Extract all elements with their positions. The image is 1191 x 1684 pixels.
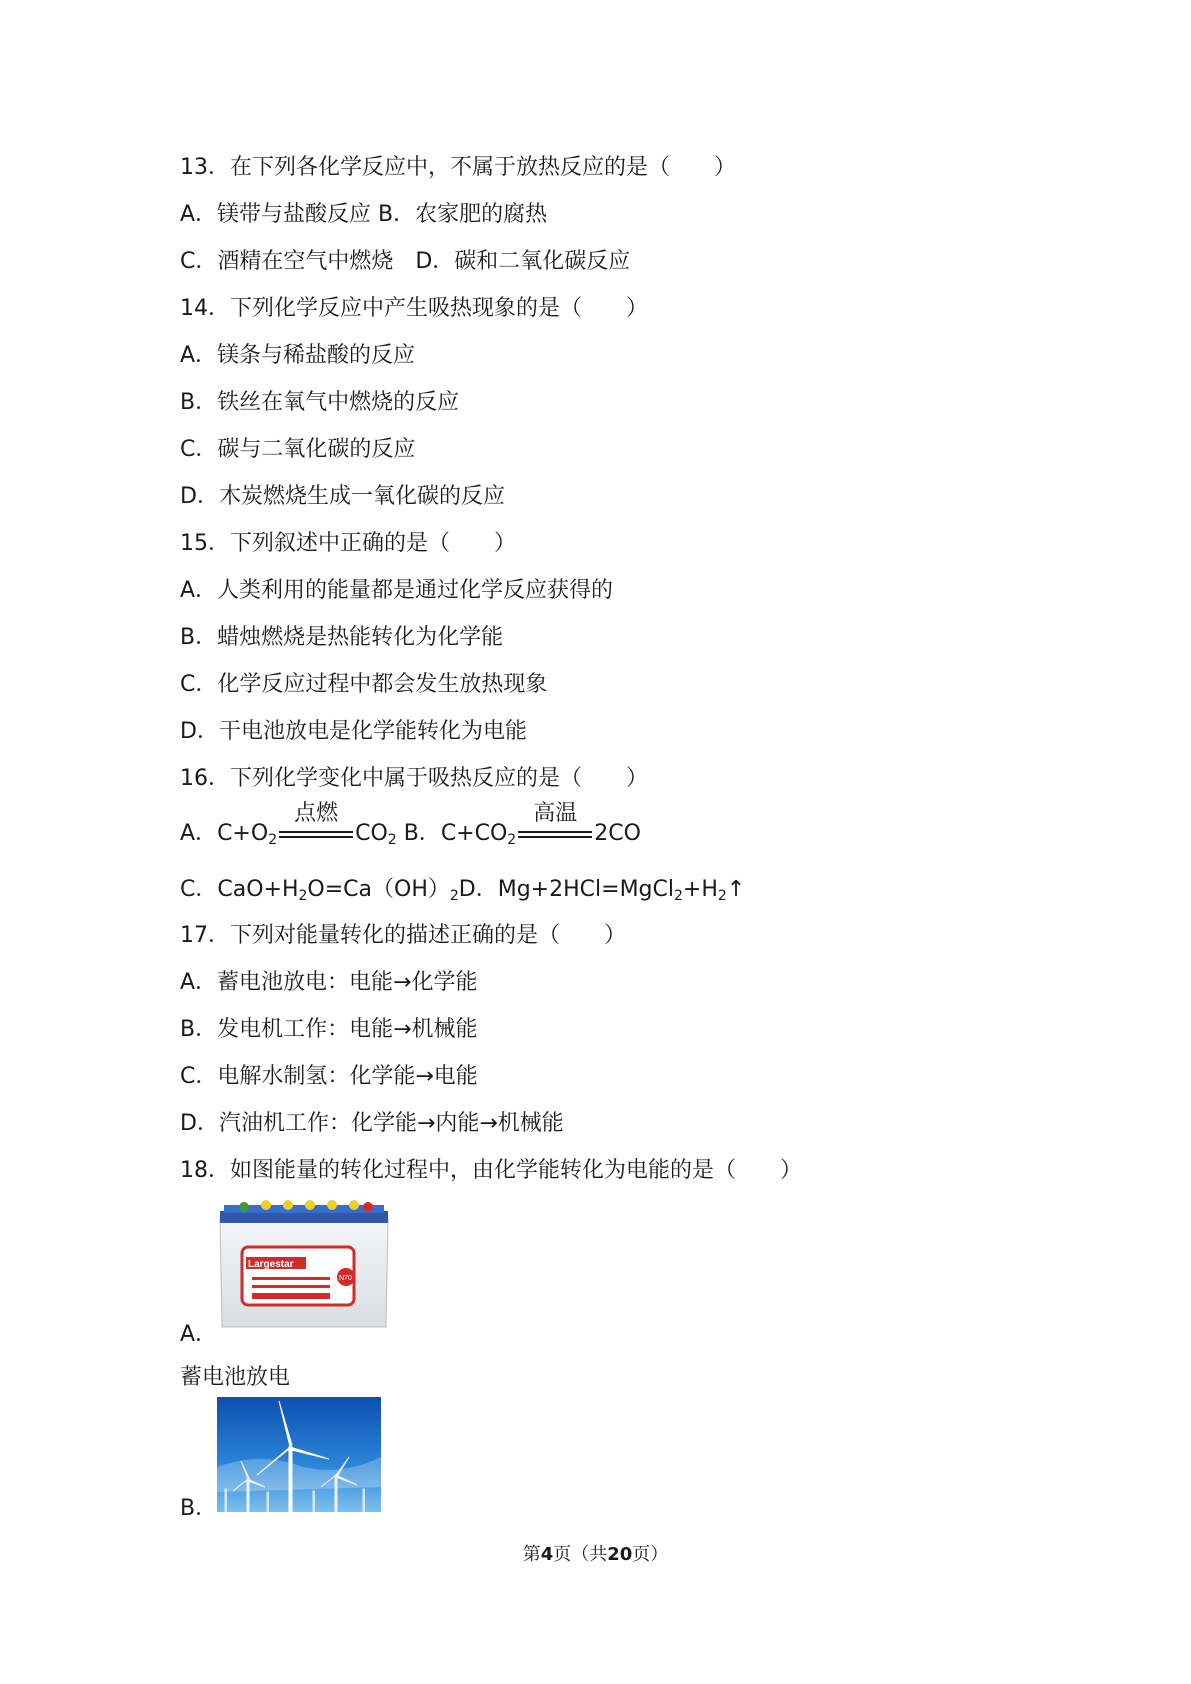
- q17-option-c: C．电解水制氢：化学能→电能: [180, 1064, 478, 1089]
- q16-c-sub1: 2: [298, 888, 308, 904]
- q13-options-cd: C．酒精在空气中燃烧 D．碳和二氧化碳反应: [180, 249, 631, 274]
- battery-image: [218, 1197, 390, 1329]
- q14-option-a: A．镁条与稀盐酸的反应: [180, 343, 416, 368]
- footer-suffix: 页）: [632, 1544, 669, 1565]
- wind-turbine-icon: [217, 1397, 381, 1512]
- q14-option-b: B．铁丝在氧气中燃烧的反应: [180, 390, 460, 415]
- q16-d-sub1: 2: [674, 888, 683, 904]
- q16-b-equation-sign: [516, 801, 594, 848]
- q16-d-sub2: 2: [717, 888, 727, 904]
- q14-option-d: D．木炭燃烧生成一氧化碳的反应: [180, 484, 505, 509]
- battery-badge: N70: [339, 1275, 352, 1282]
- q17-stem: 17．下列对能量转化的描述正确的是（ ）: [180, 923, 626, 948]
- q13-stem: 13．在下列各化学反应中，不属于放热反应的是（ ）: [180, 155, 736, 180]
- q16-a-condition: 点燃: [294, 801, 339, 826]
- q16-stem: 16．下列化学变化中属于吸热反应的是（ ）: [180, 766, 648, 791]
- q16-a-label: A．: [180, 821, 218, 846]
- footer-page-number: 4: [540, 1544, 554, 1565]
- q16-options-ab: [180, 801, 641, 854]
- q15-option-c: C．化学反应过程中都会发生放热现象: [180, 672, 548, 697]
- q15-option-a: A．人类利用的能量都是通过化学反应获得的: [180, 578, 614, 603]
- q16-b-product: 2CO: [594, 821, 641, 846]
- q16-a-product: CO: [355, 821, 388, 846]
- q16-options-cd: [180, 876, 745, 910]
- footer-middle: 页（共: [553, 1544, 608, 1565]
- q16-a-product-sub: 2: [387, 832, 397, 848]
- q18-option-b-label: B．: [180, 1496, 218, 1521]
- footer-total-pages: 20: [607, 1544, 633, 1565]
- q18-option-a-caption: 蓄电池放电: [180, 1365, 291, 1390]
- q16-c-text2: O=Ca（OH）: [307, 877, 450, 902]
- q16-b-reactants: C+CO: [440, 821, 508, 846]
- q17-option-d: D．汽油机工作：化学能→内能→机械能: [180, 1111, 564, 1136]
- battery-brand: Largestar: [248, 1259, 294, 1270]
- q16-a-sub: 2: [268, 832, 278, 848]
- gas-arrow-icon: ↑: [726, 877, 746, 902]
- q16-d-text: D．Mg+2HCl=MgCl: [458, 877, 674, 902]
- q17-option-a: A．蓄电池放电：电能→化学能: [180, 970, 478, 995]
- q18-stem: 18．如图能量的转化过程中，由化学能转化为电能的是（ ）: [180, 1158, 802, 1183]
- q16-a-equation-sign: [277, 801, 355, 848]
- page-footer: [0, 1540, 1191, 1566]
- q16-b-condition: 高温: [533, 801, 578, 826]
- wind-turbine-image: [217, 1397, 381, 1512]
- q14-option-c: C．碳与二氧化碳的反应: [180, 437, 416, 462]
- q16-b-sub: 2: [507, 832, 517, 848]
- q16-a-reactants: C+O: [217, 821, 269, 846]
- footer-prefix: 第: [522, 1544, 541, 1565]
- q18-option-a-label: A．: [180, 1322, 218, 1347]
- q16-c-sub2: 2: [449, 888, 459, 904]
- q15-stem: 15．下列叙述中正确的是（ ）: [180, 531, 516, 556]
- q15-option-b: B．蜡烛燃烧是热能转化为化学能: [180, 625, 504, 650]
- q16-b-label: B．: [396, 821, 441, 846]
- q16-d-text2: +H: [682, 877, 718, 902]
- q15-option-d: D．干电池放电是化学能转化为电能: [180, 719, 527, 744]
- q14-stem: 14．下列化学反应中产生吸热现象的是（ ）: [180, 296, 648, 321]
- q16-c-text: C．CaO+H: [180, 877, 299, 902]
- q13-options-ab: A．镁带与盐酸反应 B．农家肥的腐热: [180, 202, 548, 227]
- q17-option-b: B．发电机工作：电能→机械能: [180, 1017, 478, 1042]
- battery-icon: [218, 1197, 390, 1329]
